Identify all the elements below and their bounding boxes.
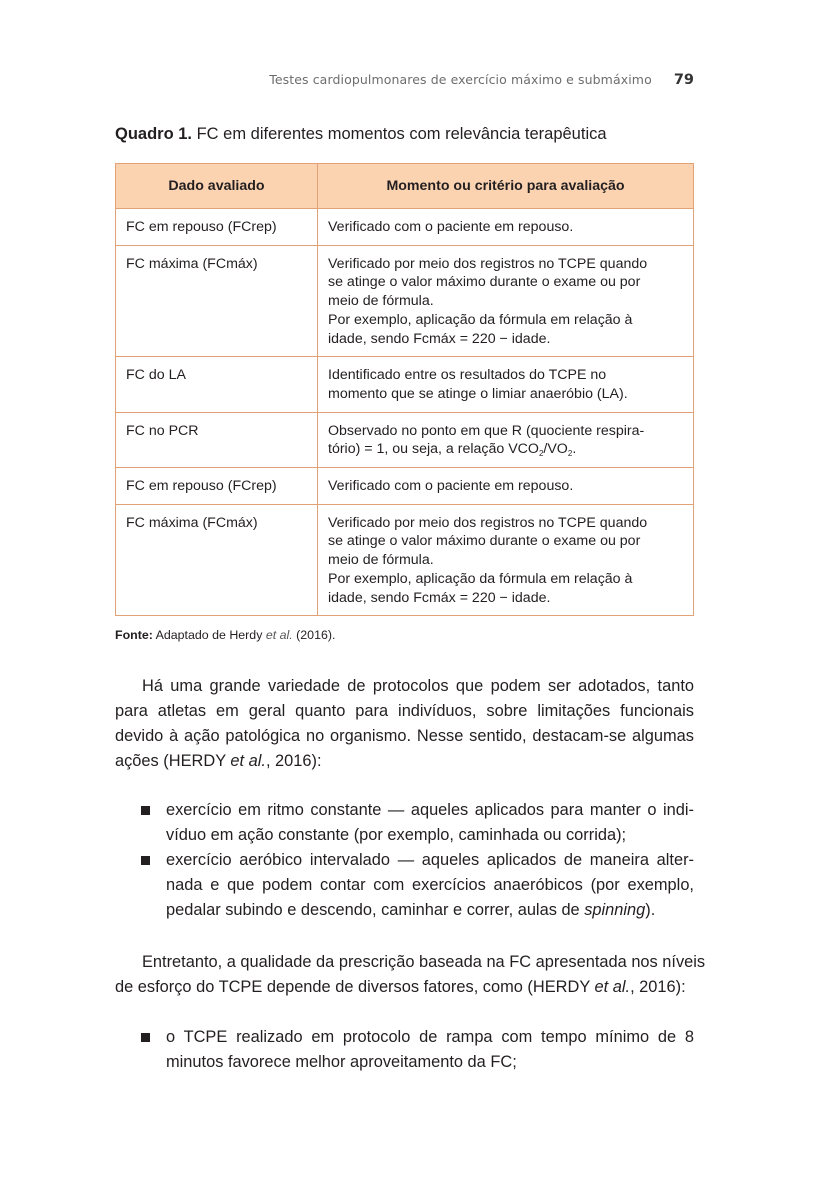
paragraph-line: Há uma grande variedade de protocolos que podem ser adotados, tanto — [142, 677, 694, 695]
list-item-line: víduo em ação constante (por exemplo, caminhada ou corrida); — [166, 826, 627, 844]
bullet-list-actions — [115, 798, 694, 923]
table-row — [116, 412, 694, 467]
bullet-list-factors — [115, 1025, 694, 1075]
list-item-line: nada e que podem contar com exercícios anaeróbicos (por exemplo, — [166, 876, 694, 894]
square-bullet-icon — [141, 856, 150, 865]
text-fragment: tório) = 1, ou seja, a relação VCO — [328, 441, 539, 458]
cell-line: Por exemplo, aplicação da fórmula em relação à — [328, 570, 633, 587]
cell-line: idade, sendo Fcmáx = 220 − idade. — [328, 330, 551, 347]
square-bullet-icon — [141, 1033, 150, 1042]
text-fragment: et al. — [265, 628, 293, 642]
text-fragment: /VO — [543, 441, 568, 458]
cell-momento — [318, 357, 694, 412]
cell-line: meio de fórmula. — [328, 293, 434, 310]
list-item-line: minutos favorece melhor aproveitamento da FC; — [166, 1053, 517, 1071]
table-caption — [115, 125, 607, 144]
running-head-title: Testes cardiopulmonares de exercício máximo e submáximo — [269, 72, 652, 87]
caption-text: FC em diferentes momentos com relevância terapêutica — [192, 125, 607, 143]
cell-line: Por exemplo, aplicação da fórmula em relação à — [328, 311, 633, 328]
paragraph-line: para atletas em geral quanto para indivíduos, sobre limitações funcionais — [115, 702, 694, 720]
table-row — [116, 245, 694, 357]
table-row — [116, 357, 694, 412]
text-fragment: , 2016): — [265, 752, 322, 770]
text-fragment: (2016). — [292, 628, 336, 642]
paragraph-protocols — [115, 674, 694, 774]
cell-dado: FC em repouso (FCrep) — [116, 468, 318, 505]
table-row — [116, 504, 694, 616]
header-momento: Momento ou critério para avaliação — [318, 164, 694, 209]
caption-label: Quadro 1. — [115, 125, 193, 143]
text-fragment: ações (HERDY — [115, 752, 231, 770]
cell-line: Verificado por meio dos registros no TCPE quando — [328, 255, 648, 272]
running-head — [240, 72, 694, 88]
cell-dado: FC no PCR — [116, 412, 318, 467]
table-row — [116, 209, 694, 246]
text-fragment: de esforço do TCPE depende de diversos fatores, como (HERDY — [115, 978, 595, 996]
cell-line: Verificado com o paciente em repouso. — [328, 478, 574, 495]
subscript: 2 — [567, 449, 573, 459]
cell-line: meio de fórmula. — [328, 552, 434, 569]
header-dado-avaliado: Dado avaliado — [116, 164, 318, 209]
cell-line: se atinge o valor máximo durante o exame ou por — [328, 274, 641, 291]
table-row — [116, 468, 694, 505]
cell-dado: FC máxima (FCmáx) — [116, 504, 318, 616]
text-fragment: ). — [645, 901, 656, 919]
subscript: 2 — [538, 449, 544, 459]
paragraph-line — [115, 749, 694, 774]
cell-line: se atinge o valor máximo durante o exame ou por — [328, 533, 641, 550]
cell-line: idade, sendo Fcmáx = 220 − idade. — [328, 589, 551, 606]
text-fragment: et al. — [230, 752, 266, 770]
cell-momento — [318, 412, 694, 467]
list-item — [115, 848, 694, 923]
cell-line — [328, 440, 683, 459]
paragraph-quality — [115, 950, 706, 1000]
square-bullet-icon — [141, 806, 150, 815]
paragraph-line: Entretanto, a qualidade da prescrição baseada na FC apresentada nos níveis — [142, 953, 706, 971]
list-item — [115, 1025, 694, 1075]
paragraph-line — [115, 975, 694, 1000]
text-fragment: spinning — [584, 901, 646, 919]
cell-line: Identificado entre os resultados do TCPE no — [328, 367, 607, 384]
text-fragment: Adaptado de Herdy — [152, 628, 266, 642]
text-fragment: et al. — [594, 978, 631, 996]
source-label: Fonte: — [115, 628, 153, 642]
text-fragment: . — [572, 441, 577, 458]
cell-line: Observado no ponto em que R (quociente respira- — [328, 422, 645, 439]
list-item — [115, 798, 694, 848]
text-fragment: pedalar subindo e descendo, caminhar e correr, aulas de — [166, 901, 585, 919]
text-fragment: , 2016): — [630, 978, 686, 996]
cell-momento — [318, 468, 694, 505]
page-number: 79 — [673, 72, 694, 88]
paragraph-line: devido à ação patológica no organismo. Nesse sentido, destacam-se algumas — [115, 727, 694, 745]
table-source — [115, 628, 335, 642]
cell-line: momento que se atinge o limiar anaeróbio (LA). — [328, 385, 628, 402]
list-item-line: exercício aeróbico intervalado — aqueles aplicados de maneira alter- — [166, 851, 694, 869]
cell-line: Verificado com o paciente em repouso. — [328, 219, 574, 235]
list-item-line — [166, 898, 694, 923]
cell-momento — [318, 504, 694, 616]
list-item-line: exercício em ritmo constante — aqueles aplicados para manter o indi- — [166, 801, 694, 819]
cell-line: Verificado por meio dos registros no TCPE quando — [328, 514, 648, 531]
cell-dado: FC do LA — [116, 357, 318, 412]
cell-momento — [318, 245, 694, 357]
quadro-table — [115, 163, 694, 616]
list-item-line: o TCPE realizado em protocolo de rampa com tempo mínimo de 8 — [166, 1028, 694, 1046]
table-header-row — [116, 164, 694, 209]
cell-dado: FC máxima (FCmáx) — [116, 245, 318, 357]
cell-momento — [318, 209, 694, 246]
cell-dado: FC em repouso (FCrep) — [116, 209, 318, 246]
